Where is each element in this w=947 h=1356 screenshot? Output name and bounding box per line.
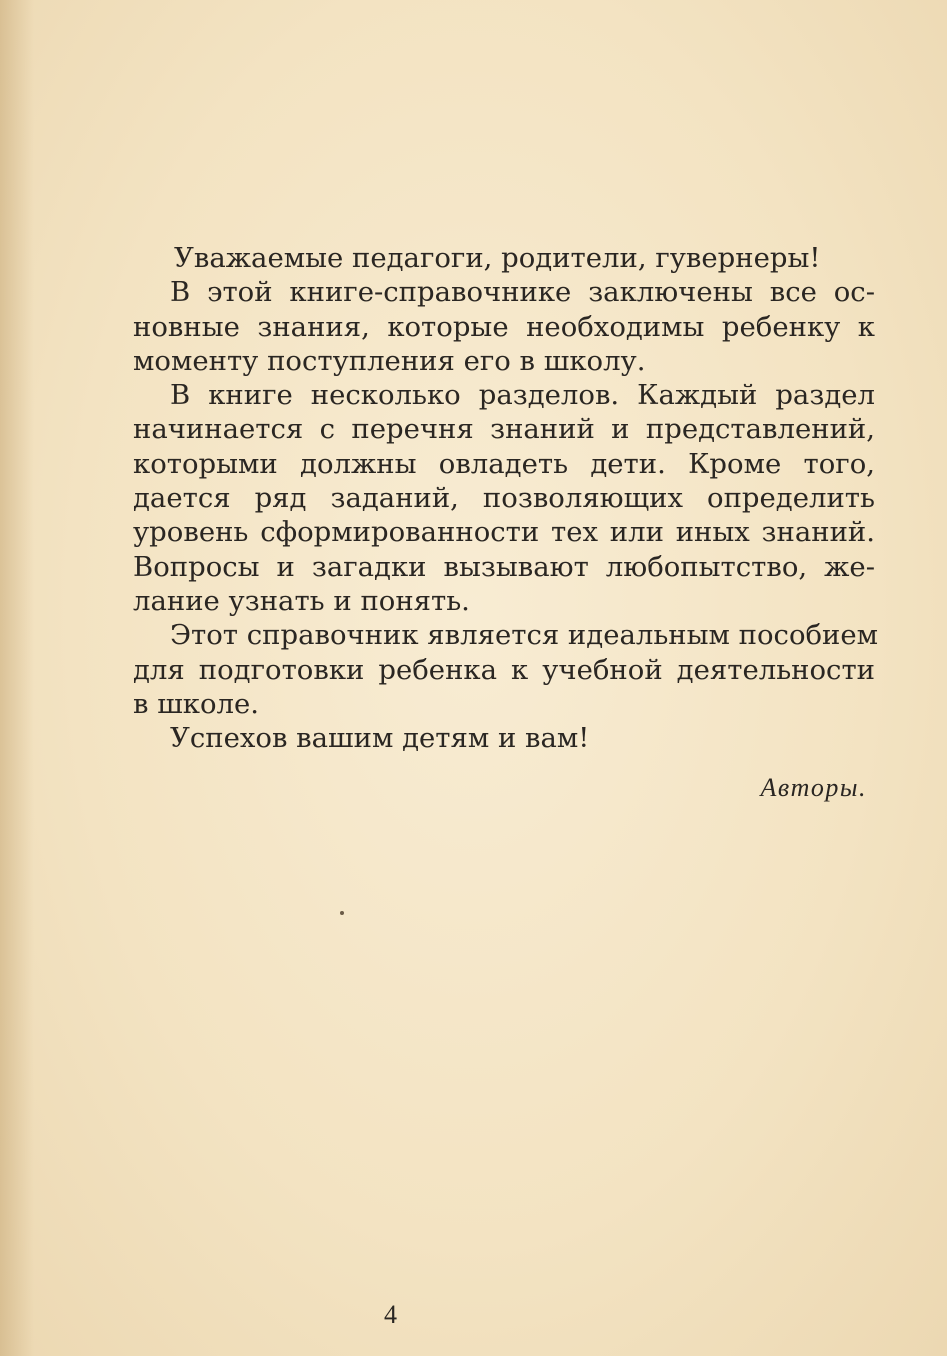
text-line: лание узнать и понять. <box>133 584 470 617</box>
page-edge-shadow <box>0 0 34 1356</box>
text-line: В книге несколько разделов. Каждый раздел <box>170 379 875 412</box>
page-number: 4 <box>384 1300 397 1329</box>
paper-speck <box>340 911 344 915</box>
text-line: начинается с перечня знаний и представлений, <box>133 413 875 446</box>
text-line: для подготовки ребенка к учебной деятельности <box>133 653 875 686</box>
text-line: моменту поступления его в школу. <box>133 344 646 377</box>
text-line: Уважаемые педагоги, родители, гувернеры! <box>174 242 821 274</box>
text-line: которыми должны овладеть дети. Кроме того, <box>133 447 875 480</box>
preface-text <box>133 241 879 755</box>
signature: Авторы. <box>760 773 867 802</box>
text-line: дается ряд заданий, позволяющих определить <box>133 482 875 515</box>
text-line: В этой книге-справочнике заключены все ос- <box>170 276 875 309</box>
text-line: Успехов вашим детям и вам! <box>170 722 590 755</box>
text-line: новные знания, которые необходимы ребенку к <box>133 310 875 343</box>
text-line: Вопросы и загадки вызывают любопытство, же- <box>133 550 875 583</box>
text-line: в школе. <box>133 687 260 720</box>
text-line: Этот справочник является идеальным пособием <box>170 619 879 652</box>
text-line: уровень сформированности тех или иных знаний. <box>133 516 875 549</box>
